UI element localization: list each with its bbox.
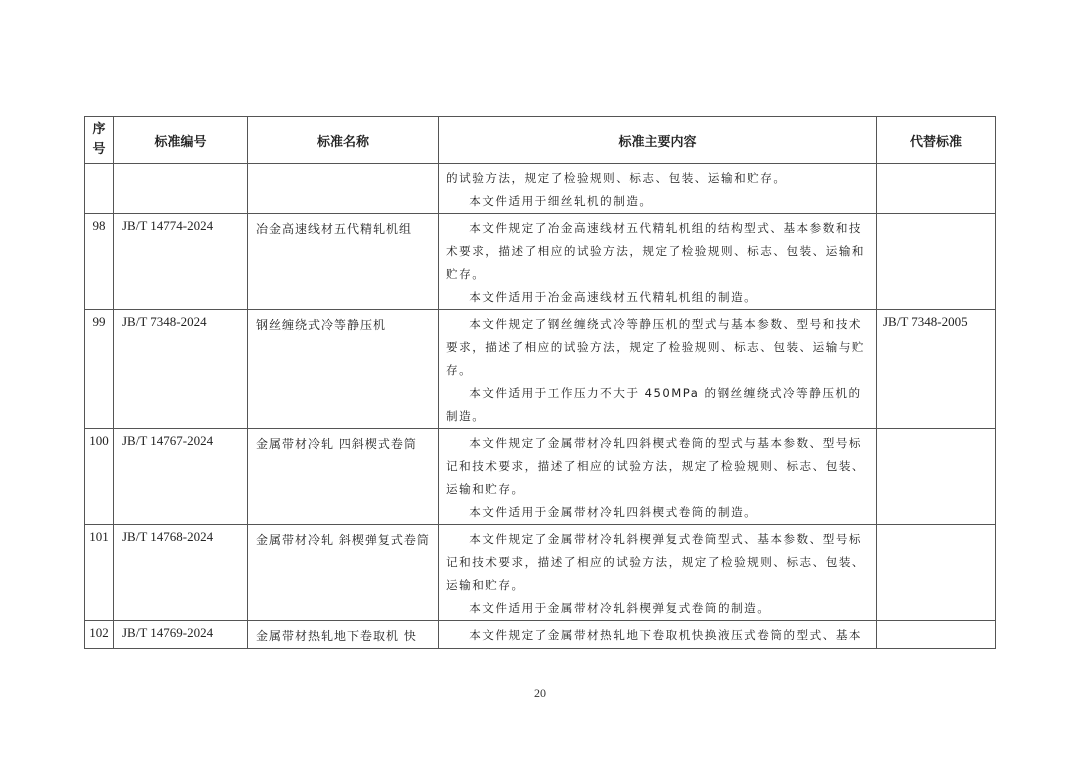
row-code: JB/T 14767-2024 <box>114 429 248 525</box>
row-no: 101 <box>85 525 114 621</box>
row-replaced: JB/T 7348-2005 <box>877 310 996 429</box>
content-paragraph: 本文件适用于冶金高速线材五代精轧机组的制造。 <box>469 290 758 304</box>
row-content <box>439 429 877 525</box>
content-paragraph: 本文件规定了金属带材冷轧四斜楔式卷筒的型式与基本参数、型号标记和技术要求，描述了相应的试验方法，规定了检验规则、标志、包装、运输和贮存。 <box>446 436 866 496</box>
page-number: 20 <box>534 686 546 700</box>
header-content: 标准主要内容 <box>439 117 877 164</box>
row-replaced <box>877 525 996 621</box>
row-name: 金属带材冷轧 四斜楔式卷筒 <box>248 429 439 525</box>
header-no-line2: 号 <box>92 142 106 157</box>
content-paragraph: 本文件规定了钢丝缠绕式冷等静压机的型式与基本参数、型号和技术要求，描述了相应的试验方法，规定了检验规则、标志、包装、运输与贮存。 <box>446 317 866 377</box>
row-no <box>85 164 114 214</box>
row-replaced <box>877 214 996 310</box>
row-name: 钢丝缠绕式冷等静压机 <box>248 310 439 429</box>
header-code: 标准编号 <box>114 117 248 164</box>
row-name <box>248 164 439 214</box>
content-paragraph: 本文件规定了金属带材冷轧斜楔弹复式卷筒型式、基本参数、型号标记和技术要求，描述了相应的试验方法，规定了检验规则、标志、包装、运输和贮存。 <box>446 532 866 592</box>
content-paragraph: 本文件适用于细丝轧机的制造。 <box>469 194 653 208</box>
header-no-line1: 序 <box>92 122 106 137</box>
content-paragraph: 本文件规定了金属带材热轧地下卷取机快换液压式卷筒的型式、基本 <box>469 628 863 642</box>
row-no: 98 <box>85 214 114 310</box>
standards-table <box>84 116 996 649</box>
row-content <box>439 310 877 429</box>
table-row <box>85 214 996 310</box>
row-name: 金属带材热轧地下卷取机 快 <box>248 621 439 649</box>
row-name: 金属带材冷轧 斜楔弹复式卷筒 <box>248 525 439 621</box>
table-row <box>85 525 996 621</box>
row-content <box>439 164 877 214</box>
row-replaced <box>877 164 996 214</box>
table-row <box>85 310 996 429</box>
table-row <box>85 621 996 649</box>
content-paragraph: 的试验方法，规定了检验规则、标志、包装、运输和贮存。 <box>446 171 787 185</box>
row-code: JB/T 7348-2024 <box>114 310 248 429</box>
row-no: 102 <box>85 621 114 649</box>
row-code: JB/T 14768-2024 <box>114 525 248 621</box>
table-header-row <box>85 117 996 164</box>
row-content <box>439 214 877 310</box>
header-replaced: 代替标准 <box>877 117 996 164</box>
content-paragraph: 本文件适用于工作压力不大于 450MPa 的钢丝缠绕式冷等静压机的制造。 <box>446 386 862 423</box>
row-no: 99 <box>85 310 114 429</box>
row-code <box>114 164 248 214</box>
row-code: JB/T 14769-2024 <box>114 621 248 649</box>
row-no: 100 <box>85 429 114 525</box>
row-name: 冶金高速线材五代精轧机组 <box>248 214 439 310</box>
content-paragraph: 本文件规定了冶金高速线材五代精轧机组的结构型式、基本参数和技术要求，描述了相应的试验方法，规定了检验规则、标志、包装、运输和贮存。 <box>446 221 866 281</box>
header-name: 标准名称 <box>248 117 439 164</box>
row-replaced <box>877 621 996 649</box>
table-row <box>85 164 996 214</box>
row-replaced <box>877 429 996 525</box>
row-content <box>439 621 877 649</box>
header-no <box>85 117 114 164</box>
table-row <box>85 429 996 525</box>
content-paragraph: 本文件适用于金属带材冷轧四斜楔式卷筒的制造。 <box>469 505 758 519</box>
content-paragraph: 本文件适用于金属带材冷轧斜楔弹复式卷筒的制造。 <box>469 601 771 615</box>
row-content <box>439 525 877 621</box>
row-code: JB/T 14774-2024 <box>114 214 248 310</box>
